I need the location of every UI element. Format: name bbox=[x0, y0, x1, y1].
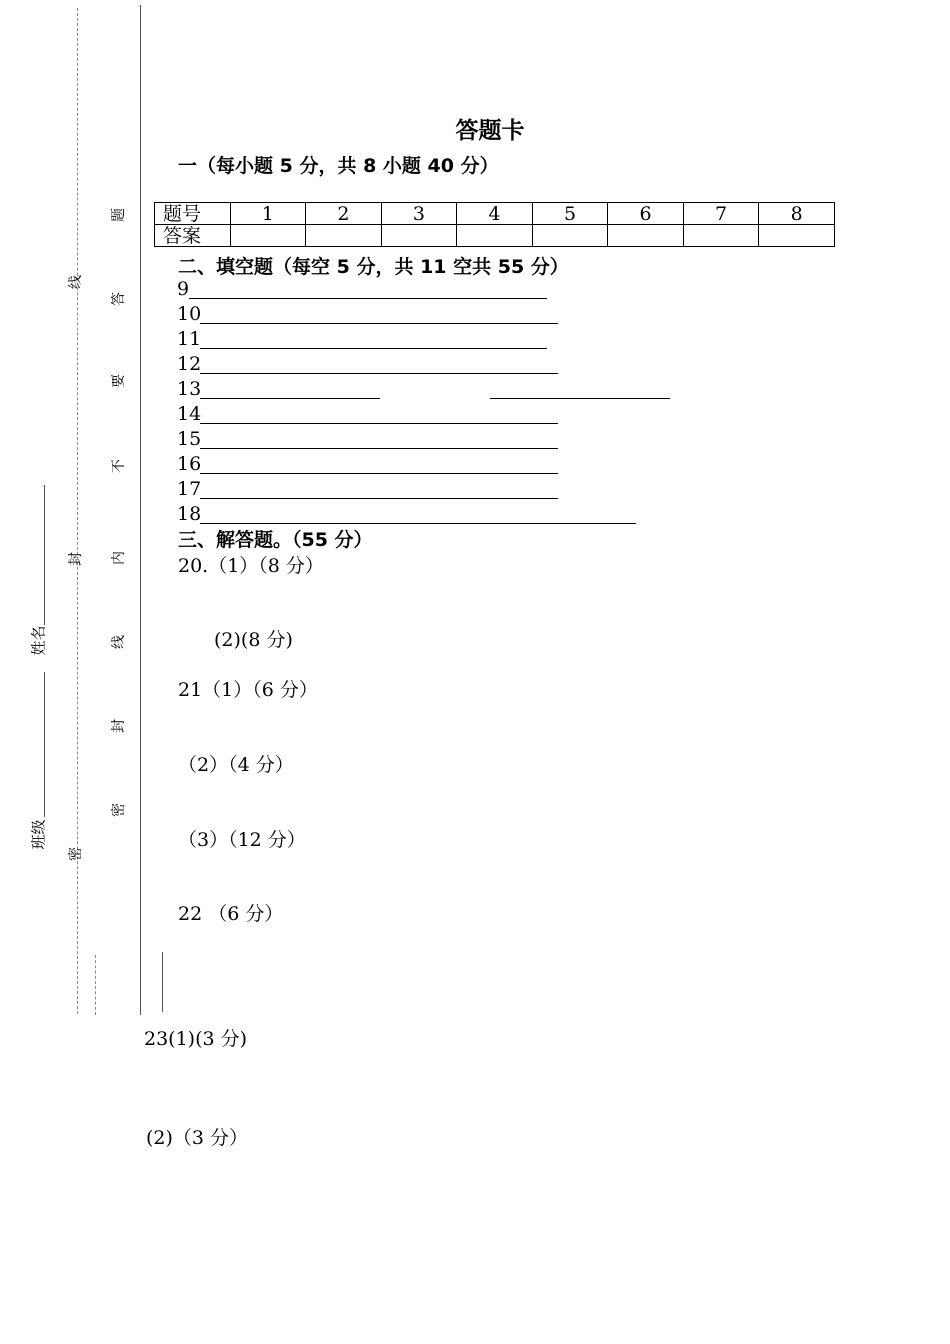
blank-line-18[interactable] bbox=[200, 523, 636, 524]
seal-char-feng: 封 bbox=[68, 552, 84, 566]
blank-line-13b[interactable] bbox=[490, 398, 670, 399]
question-21-2: （2）（4 分） bbox=[178, 754, 294, 776]
section3-heading: 三、解答题。（55 分） bbox=[178, 529, 373, 551]
answer-row bbox=[155, 225, 835, 247]
warning-char-5: 内 bbox=[111, 551, 127, 565]
warning-char-3: 要 bbox=[111, 374, 127, 388]
answer-cell[interactable] bbox=[381, 225, 457, 247]
seal-dashed-line-lower bbox=[95, 955, 96, 1015]
blank-label-13: 13 bbox=[177, 378, 202, 400]
question-number: 8 bbox=[759, 203, 835, 225]
blank-label-9: 9 bbox=[177, 278, 190, 300]
warning-char-4: 不 bbox=[111, 459, 127, 473]
section2-heading: 二、填空题（每空 5 分，共 11 空共 55 分） bbox=[178, 256, 569, 278]
margin-rule bbox=[140, 5, 141, 1015]
question-20-1: 20.（1）（8 分） bbox=[178, 555, 324, 577]
seal-dashed-line bbox=[77, 8, 78, 1014]
blank-label-15: 15 bbox=[177, 428, 202, 450]
name-underline bbox=[44, 485, 45, 625]
margin-rule-short bbox=[162, 952, 163, 1012]
question-number: 5 bbox=[532, 203, 608, 225]
seal-char-xian: 线 bbox=[68, 275, 84, 289]
blank-line-11[interactable] bbox=[200, 348, 547, 349]
warning-char-8: 密 bbox=[111, 803, 127, 817]
question-number: 4 bbox=[457, 203, 533, 225]
blank-label-18: 18 bbox=[177, 503, 202, 525]
blank-line-10[interactable] bbox=[200, 323, 558, 324]
page-title: 答题卡 bbox=[455, 118, 525, 144]
name-label: 姓名 bbox=[29, 625, 48, 656]
question-number: 1 bbox=[230, 203, 306, 225]
row-label-number: 题号 bbox=[155, 203, 231, 225]
question-number: 2 bbox=[306, 203, 382, 225]
question-number: 6 bbox=[608, 203, 684, 225]
blank-line-9[interactable] bbox=[189, 298, 547, 299]
row-label-answer: 答案 bbox=[155, 225, 231, 247]
question-22: 22 （6 分） bbox=[178, 903, 284, 925]
answer-cell[interactable] bbox=[532, 225, 608, 247]
blank-label-11: 11 bbox=[177, 328, 202, 350]
answer-grid bbox=[154, 202, 835, 247]
question-23-2: (2)（3 分） bbox=[146, 1127, 249, 1149]
question-number: 7 bbox=[683, 203, 759, 225]
seal-char-mi: 密 bbox=[68, 847, 84, 861]
blank-label-17: 17 bbox=[177, 478, 202, 500]
class-label: 班级 bbox=[29, 819, 48, 850]
blank-label-12: 12 bbox=[177, 353, 202, 375]
question-21-3: （3）（12 分） bbox=[178, 829, 306, 851]
blank-label-10: 10 bbox=[177, 303, 202, 325]
warning-char-6: 线 bbox=[111, 635, 127, 649]
blank-line-15[interactable] bbox=[200, 448, 558, 449]
blank-line-16[interactable] bbox=[200, 473, 558, 474]
blank-label-16: 16 bbox=[177, 453, 202, 475]
blank-line-17[interactable] bbox=[200, 498, 558, 499]
blank-line-12[interactable] bbox=[200, 373, 558, 374]
warning-char-7: 封 bbox=[111, 719, 127, 733]
question-23-1: 23(1)(3 分) bbox=[144, 1028, 248, 1050]
blank-label-14: 14 bbox=[177, 403, 202, 425]
class-underline bbox=[44, 672, 45, 817]
warning-char-2: 答 bbox=[111, 292, 127, 306]
section1-heading: 一（每小题 5 分，共 8 小题 40 分） bbox=[178, 155, 499, 177]
answer-cell[interactable] bbox=[306, 225, 382, 247]
answer-cell[interactable] bbox=[457, 225, 533, 247]
blank-line-13a[interactable] bbox=[200, 398, 380, 399]
blank-line-14[interactable] bbox=[200, 423, 558, 424]
answer-cell[interactable] bbox=[608, 225, 684, 247]
question-number: 3 bbox=[381, 203, 457, 225]
question-number-row bbox=[155, 203, 835, 225]
answer-cell[interactable] bbox=[759, 225, 835, 247]
answer-cell[interactable] bbox=[683, 225, 759, 247]
question-20-2: (2)(8 分) bbox=[214, 629, 293, 651]
question-21-1: 21（1）（6 分） bbox=[178, 679, 318, 701]
answer-cell[interactable] bbox=[230, 225, 306, 247]
warning-char-1: 题 bbox=[111, 208, 127, 222]
